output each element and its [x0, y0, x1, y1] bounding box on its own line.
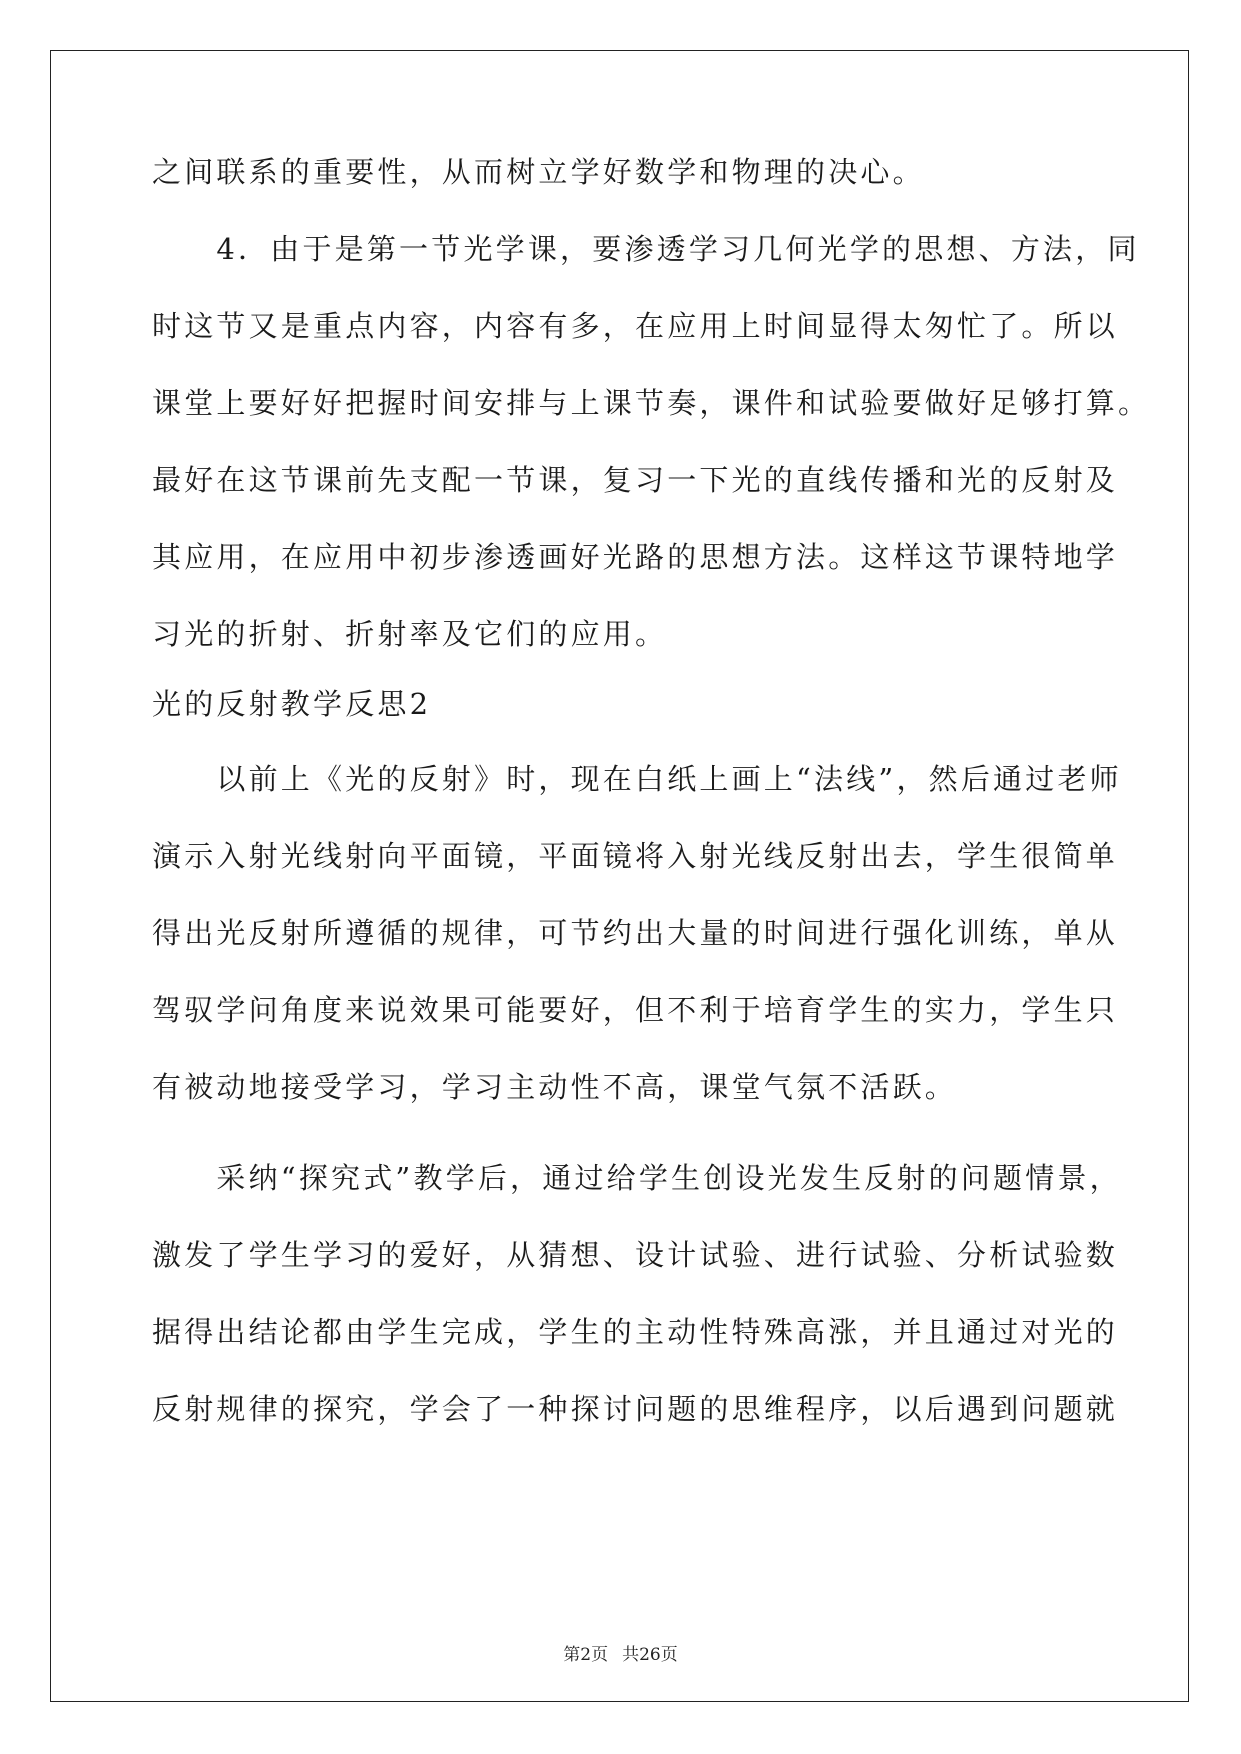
text-line: 其应用，在应用中初步渗透画好光路的思想方法。这样这节课特地学 — [152, 540, 1119, 574]
text-line: 驾驭学问角度来说效果可能要好，但不利于培育学生的实力，学生只 — [152, 993, 1119, 1027]
section-heading: 光的反射教学反思2 — [152, 687, 432, 721]
text-line: 得出光反射所遵循的规律，可节约出大量的时间进行强化训练，单从 — [152, 916, 1119, 950]
text-line: 采纳“探究式”教学后，通过给学生创设光发生反射的问题情景， — [152, 1161, 1122, 1195]
text-line: 习光的折射、折射率及它们的应用。 — [152, 617, 668, 651]
text-line: 时这节又是重点内容，内容有多，在应用上时间显得太匆忙了。所以 — [152, 309, 1119, 343]
page-footer — [0, 1640, 1241, 1665]
text-line: 演示入射光线射向平面镜，平面镜将入射光线反射出去，学生很简单 — [152, 839, 1119, 873]
text-line: 据得出结论都由学生完成，学生的主动性特殊高涨，并且通过对光的 — [152, 1315, 1119, 1349]
text-line: 以前上《光的反射》时，现在白纸上画上“法线”，然后通过老师 — [152, 762, 1122, 796]
text-line: 4．由于是第一节光学课，要渗透学习几何光学的思想、方法，同 — [152, 232, 1140, 266]
text-line: 最好在这节课前先支配一节课，复习一下光的直线传播和光的反射及 — [152, 463, 1119, 497]
text-line: 有被动地接受学习，学习主动性不高，课堂气氛不活跃。 — [152, 1070, 958, 1104]
page-number: 第2页 — [563, 1645, 609, 1665]
text-line: 之间联系的重要性，从而树立学好数学和物理的决心。 — [152, 155, 925, 189]
page-total: 共26页 — [622, 1645, 678, 1665]
text-line: 课堂上要好好把握时间安排与上课节奏，课件和试验要做好足够打算。 — [152, 386, 1151, 420]
text-line: 激发了学生学习的爱好，从猜想、设计试验、进行试验、分析试验数 — [152, 1238, 1119, 1272]
text-line: 反射规律的探究，学会了一种探讨问题的思维程序，以后遇到问题就 — [152, 1392, 1119, 1426]
